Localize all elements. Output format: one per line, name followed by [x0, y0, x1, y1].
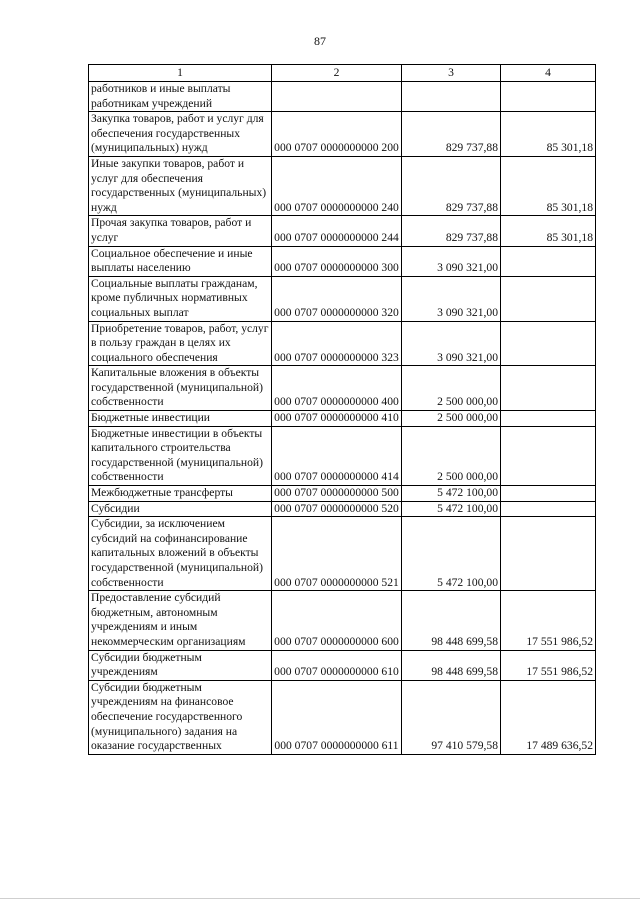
row-description: Социальные выплаты гражданам, кроме публичных нормативных социальных выплат: [89, 276, 272, 321]
row-code: 000 0707 0000000000 300: [272, 246, 402, 276]
table-row: [89, 501, 596, 517]
page-edge-line: [0, 898, 640, 899]
table-body: [89, 82, 596, 755]
row-value-col3: 3 090 321,00: [402, 246, 501, 276]
row-code: 000 0707 0000000000 610: [272, 650, 402, 680]
row-description: Субсидии бюджетным учреждениям: [89, 650, 272, 680]
row-description: Социальное обеспечение и иные выплаты населению: [89, 246, 272, 276]
row-code: 000 0707 0000000000 400: [272, 366, 402, 411]
row-value-col4: [501, 246, 596, 276]
column-header-1: 1: [89, 65, 272, 82]
row-code: 000 0707 0000000000 244: [272, 216, 402, 246]
row-description: Субсидии, за исключением субсидий на софинансирование капитальных вложений в объекты государственной (муниципальной) собственности: [89, 517, 272, 591]
row-value-col4: [501, 426, 596, 485]
table-row: [89, 650, 596, 680]
row-value-col4: 85 301,18: [501, 216, 596, 246]
page-number: 87: [314, 34, 326, 48]
row-code: 000 0707 0000000000 521: [272, 517, 402, 591]
row-value-col3: [402, 82, 501, 112]
row-description: Иные закупки товаров, работ и услуг для обеспечения государственных (муниципальных) нужд: [89, 156, 272, 215]
table-row: [89, 82, 596, 112]
table-header: [89, 65, 596, 82]
row-value-col3: 2 500 000,00: [402, 426, 501, 485]
table-row: [89, 156, 596, 215]
table-row: [89, 517, 596, 591]
row-description: Субсидии бюджетным учреждениям на финансовое обеспечение государственного (муниципального) задания на оказание государственных: [89, 680, 272, 754]
table-row: [89, 411, 596, 427]
row-value-col4: [501, 82, 596, 112]
row-code: 000 0707 0000000000 414: [272, 426, 402, 485]
row-value-col4: 17 489 636,52: [501, 680, 596, 754]
table-row: [89, 680, 596, 754]
row-value-col3: 98 448 699,58: [402, 650, 501, 680]
table-row: [89, 591, 596, 650]
row-value-col3: 97 410 579,58: [402, 680, 501, 754]
row-value-col4: [501, 276, 596, 321]
row-description: Субсидии: [89, 501, 272, 517]
row-value-col3: 5 472 100,00: [402, 501, 501, 517]
row-description: работников и иные выплаты работникам учреждений: [89, 82, 272, 112]
table-row: [89, 276, 596, 321]
row-value-col4: [501, 366, 596, 411]
row-description: Бюджетные инвестиции: [89, 411, 272, 427]
row-value-col4: 85 301,18: [501, 156, 596, 215]
row-description: Приобретение товаров, работ, услуг в пользу граждан в целях их социального обеспечения: [89, 321, 272, 366]
table-row: [89, 216, 596, 246]
row-code: 000 0707 0000000000 410: [272, 411, 402, 427]
row-code: 000 0707 0000000000 200: [272, 112, 402, 157]
row-value-col3: 829 737,88: [402, 156, 501, 215]
row-description: Предоставление субсидий бюджетным, автономным учреждениям и иным некоммерческим организациям: [89, 591, 272, 650]
column-header-2: 2: [272, 65, 402, 82]
row-value-col3: 2 500 000,00: [402, 366, 501, 411]
row-value-col3: 3 090 321,00: [402, 276, 501, 321]
row-value-col4: [501, 321, 596, 366]
table-row: [89, 112, 596, 157]
row-description: Прочая закупка товаров, работ и услуг: [89, 216, 272, 246]
row-value-col3: 3 090 321,00: [402, 321, 501, 366]
row-value-col3: 2 500 000,00: [402, 411, 501, 427]
row-value-col4: 17 551 986,52: [501, 591, 596, 650]
row-value-col4: 85 301,18: [501, 112, 596, 157]
row-description: Бюджетные инвестиции в объекты капитального строительства государственной (муниципальной) собственности: [89, 426, 272, 485]
column-header-3: 3: [402, 65, 501, 82]
budget-table: [88, 64, 596, 755]
row-value-col4: [501, 486, 596, 502]
table-row: [89, 426, 596, 485]
row-value-col3: 829 737,88: [402, 112, 501, 157]
row-code: 000 0707 0000000000 500: [272, 486, 402, 502]
row-code: 000 0707 0000000000 611: [272, 680, 402, 754]
table-row: [89, 246, 596, 276]
row-value-col3: 829 737,88: [402, 216, 501, 246]
column-header-4: 4: [501, 65, 596, 82]
row-value-col4: 17 551 986,52: [501, 650, 596, 680]
row-value-col4: [501, 501, 596, 517]
row-code: 000 0707 0000000000 240: [272, 156, 402, 215]
row-description: Закупка товаров, работ и услуг для обеспечения государственных (муниципальных) нужд: [89, 112, 272, 157]
table-row: [89, 486, 596, 502]
row-code: 000 0707 0000000000 600: [272, 591, 402, 650]
row-code: 000 0707 0000000000 520: [272, 501, 402, 517]
row-value-col3: 5 472 100,00: [402, 517, 501, 591]
table-row: [89, 366, 596, 411]
table-row: [89, 321, 596, 366]
row-code: [272, 82, 402, 112]
row-value-col3: 5 472 100,00: [402, 486, 501, 502]
row-value-col4: [501, 517, 596, 591]
row-code: 000 0707 0000000000 320: [272, 276, 402, 321]
row-value-col4: [501, 411, 596, 427]
row-description: Межбюджетные трансферты: [89, 486, 272, 502]
row-code: 000 0707 0000000000 323: [272, 321, 402, 366]
row-value-col3: 98 448 699,58: [402, 591, 501, 650]
row-description: Капитальные вложения в объекты государственной (муниципальной) собственности: [89, 366, 272, 411]
